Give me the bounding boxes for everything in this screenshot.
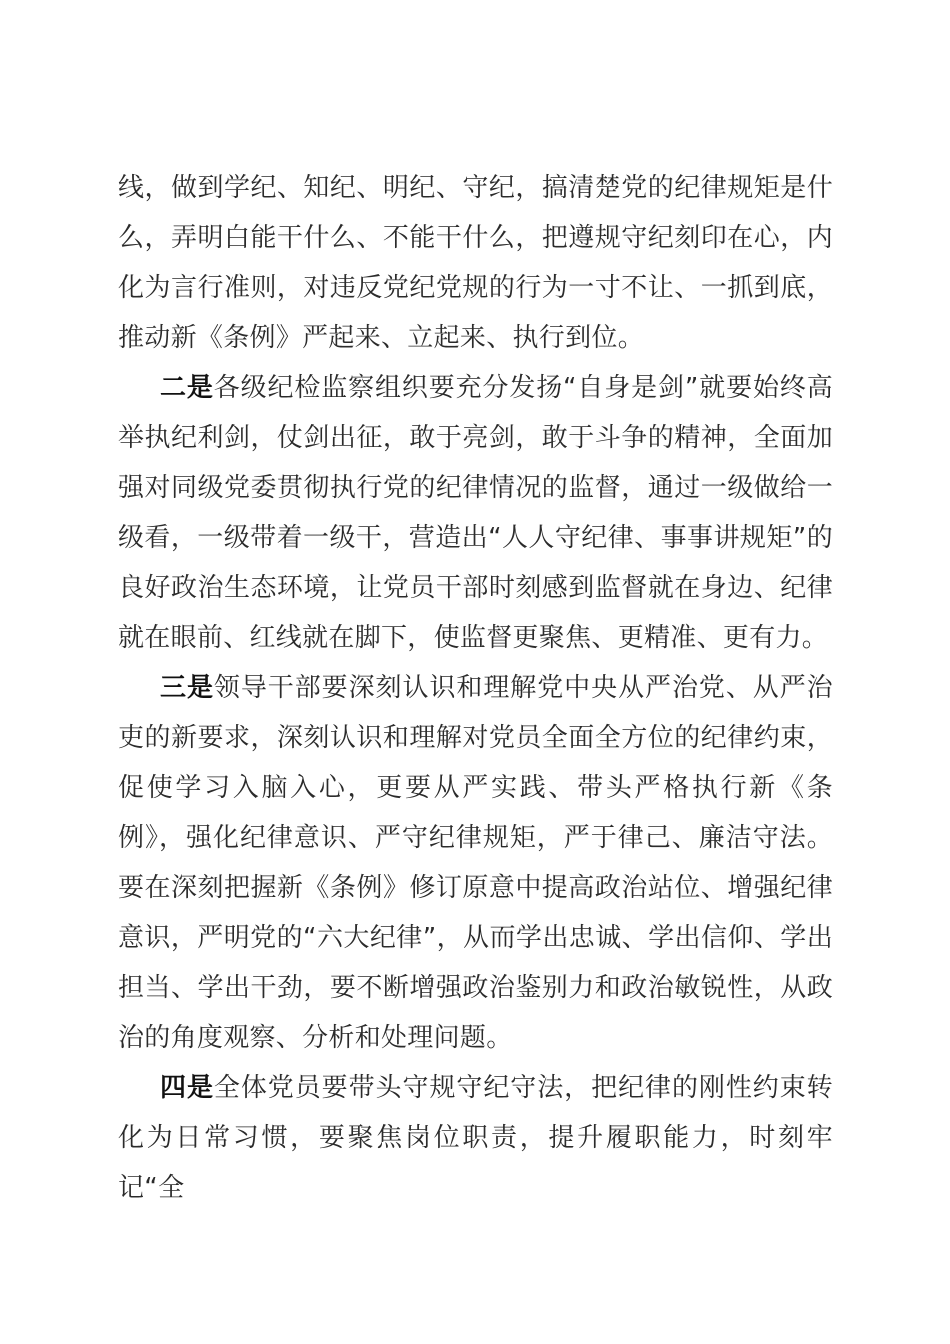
paragraph-point-four (118, 1063, 833, 1213)
paragraph-lead: 二是 (160, 373, 214, 403)
paragraph-text: 全体党员要带头守规守纪守法，把纪律的刚性约束转化为日常习惯，要聚焦岗位职责，提升履职能力，时刻牢记“全 (118, 1073, 833, 1203)
paragraph-lead: 四是 (160, 1073, 214, 1103)
paragraph-point-three (118, 663, 833, 1063)
document-body (118, 163, 833, 1213)
paragraph-text: 领导干部要深刻认识和理解党中央从严治党、从严治吏的新要求，深刻认识和理解对党员全面全方位的纪律约束，促使学习入脑入心，更要从严实践、带头严格执行新《条例》，强化纪律意识、严守纪律规矩，严于律己、廉洁守法。要在深刻把握新《条例》修订原意中提高政治站位、增强纪律意识，严明党的“六大纪律”，从而学出忠诚、学出信仰、学出担当、学出干劲，要不断增强政治鉴别力和政治敏锐性，从政治的角度观察、分析和处理问题。 (118, 673, 833, 1053)
paragraph-text: 线，做到学纪、知纪、明纪、守纪，搞清楚党的纪律规矩是什么，弄明白能干什么、不能干什么，把遵规守纪刻印在心，内化为言行准则，对违反党纪党规的行为一寸不让、一抓到底，推动新《条例》严起来、立起来、执行到位。 (118, 173, 833, 353)
paragraph-lead: 三是 (160, 673, 214, 703)
paragraph-point-two (118, 363, 833, 663)
paragraph-text: 各级纪检监察组织要充分发扬“自身是剑”就要始终高举执纪利剑，仗剑出征，敢于亮剑，敢于斗争的精神，全面加强对同级党委贯彻执行党的纪律情况的监督，通过一级做给一级看，一级带着一级干，营造出“人人守纪律、事事讲规矩”的良好政治生态环境，让党员干部时刻感到监督就在身边、纪律就在眼前、红线就在脚下，使监督更聚焦、更精准、更有力。 (118, 373, 833, 653)
paragraph-continuation (118, 163, 833, 363)
